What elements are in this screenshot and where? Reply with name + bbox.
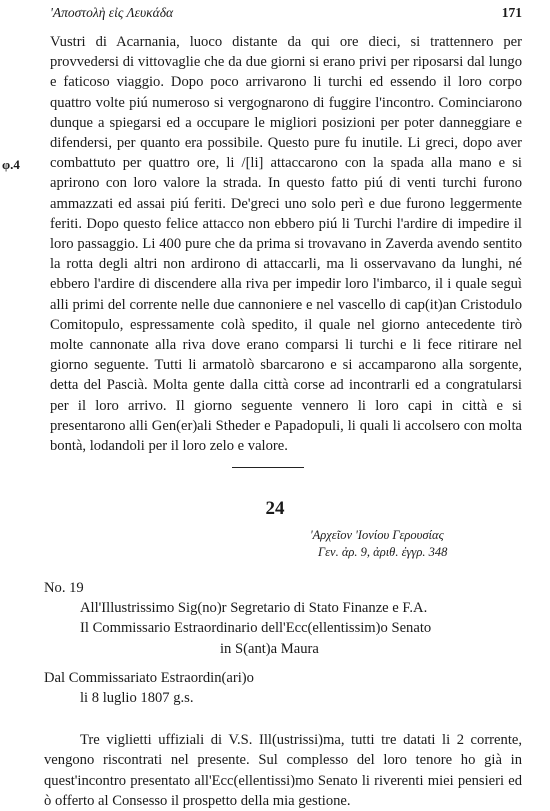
section-divider [232, 467, 304, 468]
running-head [50, 3, 522, 23]
archive-shelfmark: Γεν. ἀρ. 9, ἀριθ. ἐγγρ. 348 [318, 545, 448, 559]
document-number: 24 [265, 498, 285, 519]
letter-date: li 8 luglio 1807 g.s. [80, 690, 194, 707]
letter [44, 578, 522, 811]
addressee-line: All'Illustrissimo Sig(no)r Segretario di Stato Finanze e F.A. [80, 600, 428, 617]
addressee-line: Il Commissario Estraordinario dell'Ecc(ellentissim)o Senato [80, 620, 432, 637]
archive-reference [310, 527, 447, 561]
folio-margin-note: φ.4 [2, 157, 20, 172]
letter-body: Tre viglietti uffiziali di V.S. Ill(ustrissi)ma, tutti tre datati li 2 corrente, vengono riscontrati nel presente. Sul complesso del loro tenore ho già in quest'incontro presentato all'Ecc(ellentissi)mo Senato li riverenti miei pensieri ed ò offerto al Consesso il prospetto della mia gestione. [44, 732, 522, 809]
addressee-line: in S(ant)a Maura [220, 640, 319, 657]
narrative-text [50, 32, 522, 456]
addressee-block [44, 598, 522, 659]
page-number: 171 [501, 5, 522, 20]
sender-block [44, 668, 522, 708]
protocol-number: No. 19 [44, 580, 84, 596]
sender-line: Dal Commissariato Estraordin(ari)o [44, 669, 254, 686]
archive-name: 'Αρχεῖον 'Ιονίου Γερουσίας [310, 528, 444, 542]
narrative-paragraph: Vustri di Acarnania, luoco distante da qui ore dieci, si trattennero per provvedersi di vittovaglie che da due giorni si erano privi per riposarsi dal lungo e faticoso viaggio. Dopo poco arrivarono li turchi ed essendo il loro corpo quattro volte piú numeroso si vergognarono di fuggire l'incontro. Cominciarono dunque a spiegarsi ed a occupare le migliori posizioni per poter danneggiare e difendersi, per quanto era possibile. Questo pure fu inutile. Li greci, dopo aver combattuto per quattro ore, li /[li] attaccarono con la spada alla mano e si aprirono con loro valore la strada. In questo fatto piú di venti turchi furono ammazzati ed assai piú feriti. De'greci uno solo perì e due furono leggermente feriti. Dopo questo felice attacco non ebbero piú li Turchi l'ardire di impedire il loro passaggio. Li 400 pure che da prima si trovavano in Zaverda avendo sentito la rotta degli altri non ardirono di attaccarli, ma li osservavano da lunghi, né ebbero l'ardire di discendere alla riva per impedir loro l'imbarco, il i quale seguì alli primi del corrente nelle due cannoniere e nel vascello di cap(it)an Cristodulo Comitopulo, espressamente colà spedito, il quale nel giorno antecedente tirò molte cannonate alla riva dove erano comparsi li turchi e li fece ritirare nel giorno seguente. Tutti li armatolò sbarcarono e si accamparono alla sorgente, detta del Pascià. Molta gente dalla città corse ad incontrarli ed a congratularsi per il loro arrivo. Il giorno seguente vennero li loro capi in città e si presentarono alli Gen(er)ali Stheder e Papadopuli, li quali li accolsero con molta bontà, lodandoli per il loro zelo e valore. [50, 34, 522, 455]
running-title: 'Αποστολὴ εἰς Λευκάδα [50, 5, 174, 20]
